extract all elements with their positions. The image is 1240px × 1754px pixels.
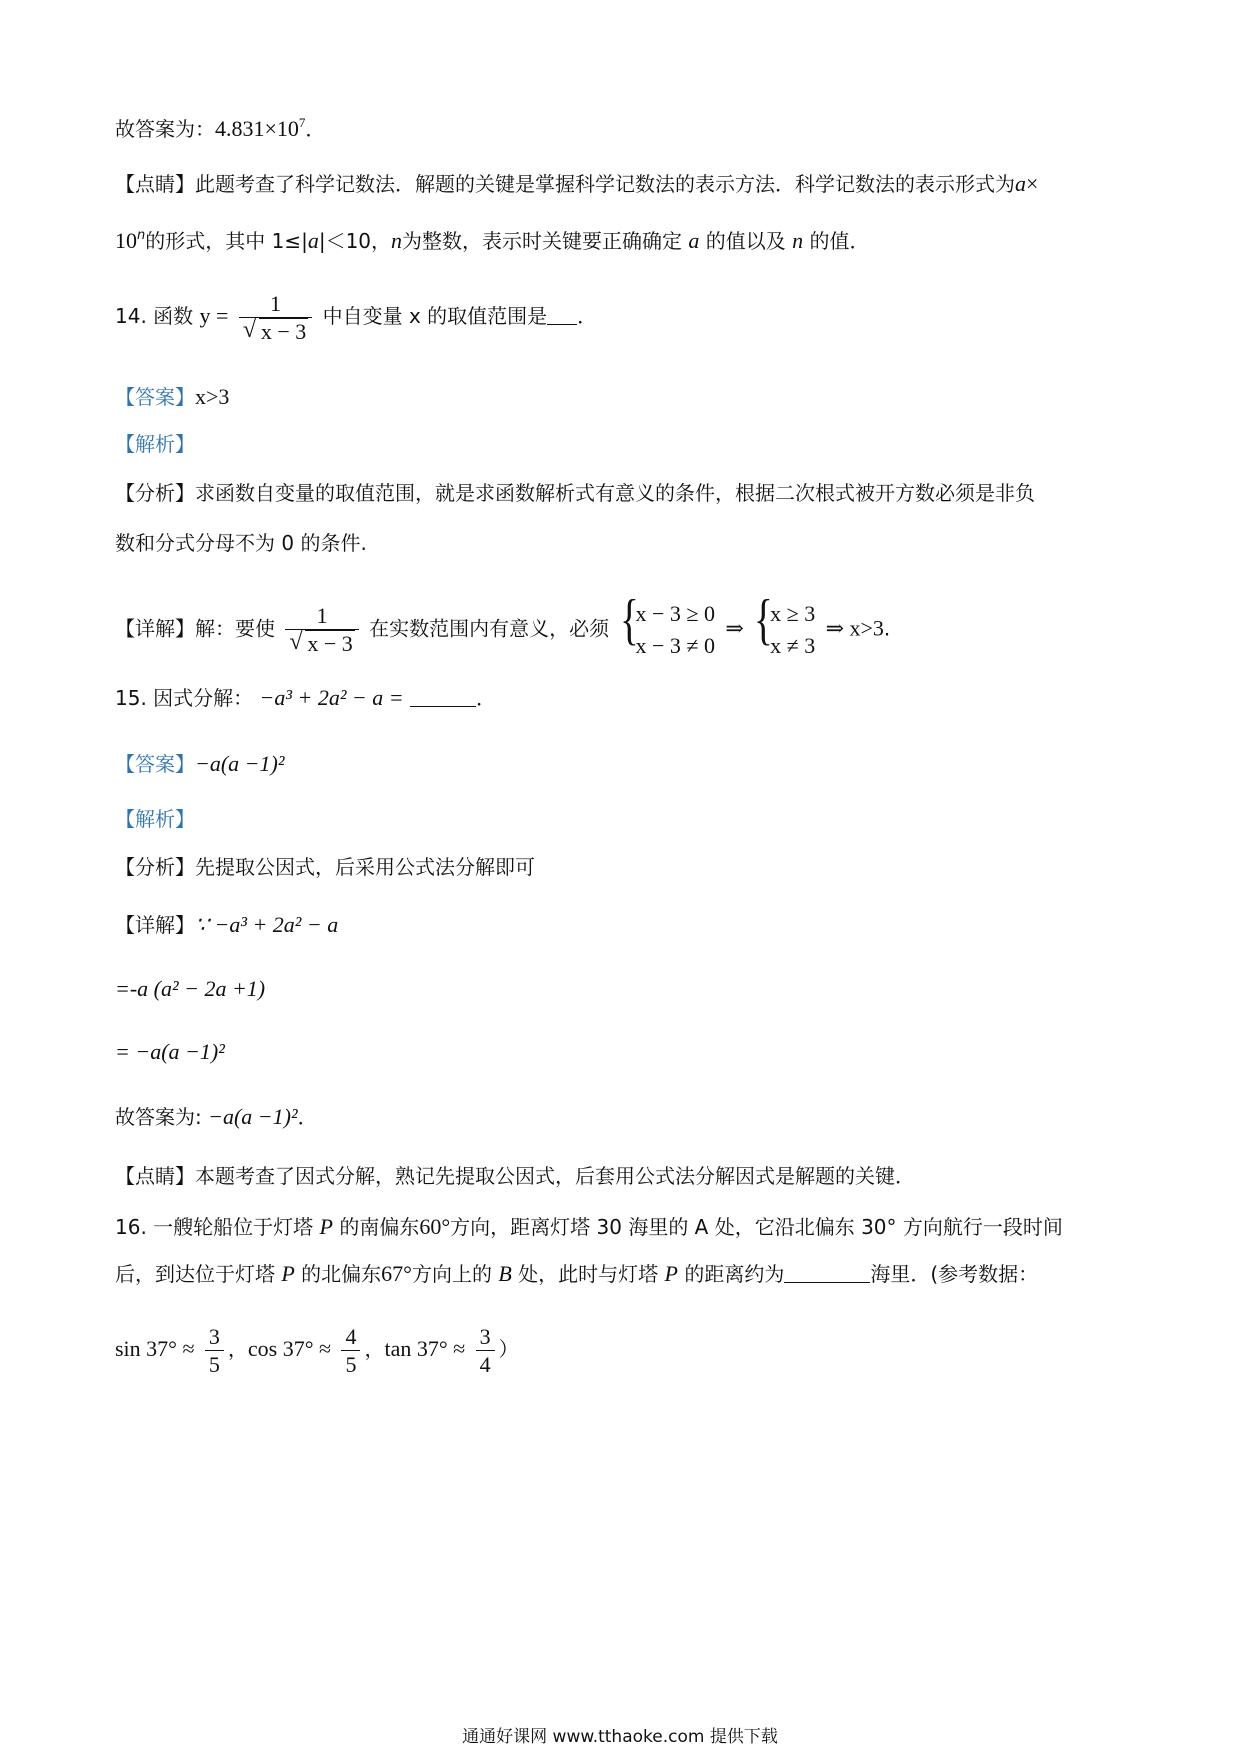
answer-blank (410, 688, 476, 707)
fenxi-15: 【分析】先提取公因式，后采用公式法分解即可 (115, 855, 535, 879)
analysis-tag: 【解析】 (115, 432, 195, 456)
answer-blank (784, 1264, 870, 1283)
answer-line-13: 故答案为：$4.831\times 10^7$． (115, 115, 326, 141)
detail-14: 【详解】解：要使 1 √ x − 3 在实数范围内有意义，必须 { x − 3 ≥ 0 x − 3 ≠ 0 ⇒ { x ≥ 3 x ≠ 3 ⇒ x>3. (115, 598, 890, 662)
dianjing-tag: 【点睛】 (115, 172, 195, 196)
question-16-reference: sin 37° ≈ $\frac{3}{5}$ ，cos 37° ≈ $\frac{4}{5}$ ，tan 37° ≈ $\frac{3}{4}$ ） (115, 1324, 519, 1378)
answer-value: $4.831\times 10^7$ (215, 115, 306, 141)
fraction: 1 √ x − 3 (239, 292, 312, 343)
answer-14: 【答案】x>3 (115, 384, 230, 409)
answer-15: 【答案】−a(a −1)² (115, 751, 285, 776)
dianjing-15: 【点睛】本题考查了因式分解，熟记先提取公因式，后套用公式法分解因式是解题的关键． (115, 1164, 915, 1188)
answer-tag: 【答案】 (115, 385, 195, 409)
final-15: 故答案为: −a(a −1)²． (115, 1104, 318, 1129)
answer-tag: 【答案】 (115, 752, 195, 776)
fenxi-14-line1: 【分析】求函数自变量的取值范围，就是求函数解析式有意义的条件，根据二次根式被开方数必须是非负 (115, 481, 1035, 505)
question-14-number: 14. 函数 (115, 304, 194, 329)
answer-blank (547, 306, 577, 325)
page-footer: 通通好课网 www.tthaoke.com 提供下载 (462, 1727, 778, 1747)
analysis-14 (115, 434, 195, 454)
fraction: $\frac{4}{5}$ (341, 1325, 360, 1376)
dianjing-13-line1: 【点睛】此题考查了科学记数法．解题的关键是掌握科学记数法的表示方法．科学记数法的表示形式为a× (115, 171, 1039, 196)
fraction: 1 √ x − 3 (285, 604, 358, 655)
fraction: $\frac{3}{5}$ (205, 1325, 224, 1376)
detail-15: 【详解】∵ −a³ + 2a² − a (115, 912, 339, 937)
analysis-15 (115, 809, 195, 829)
question-16-line1: 16. 一艘轮船位于灯塔 P 的南偏东60°方向，距离灯塔 30 海里的 A 处，它沿北偏东 30° 方向航行一段时间 (115, 1214, 1063, 1239)
question-16-line2: 后，到达位于灯塔 P 的北偏东67°方向上的 B 处，此时与灯塔 P 的距离约为 海里．(参考数据： (115, 1261, 1039, 1286)
answer-prefix: 故答案为： (115, 117, 215, 141)
inequality-system-1: { x − 3 ≥ 0 x − 3 ≠ 0 (619, 589, 715, 658)
fenxi-14-line2: 数和分式分母不为 0 的条件. (115, 531, 367, 555)
question-15: 15. 因式分解： −a³ + 2a² − a = ． (115, 685, 496, 710)
inequality-system-2: { x ≥ 3 x ≠ 3 (754, 589, 816, 658)
fraction: $\frac{3}{4}$ (476, 1325, 495, 1376)
analysis-tag: 【解析】 (115, 807, 195, 831)
question-15-number: 15. 因式分解： (115, 686, 254, 710)
question-14: 14. 函数 y = 1 √ x − 3 中自变量 x 的取值范围是 ． (115, 291, 598, 345)
dianjing-13-line2: 10$^n$的形式，其中 1≤|a|＜10，n为整数，表示时关键要正确确定 a 的值以及 n 的值． (115, 228, 870, 253)
step-15-1: =-a (a² − 2a +1) (115, 976, 266, 1001)
step-15-2: = −a(a −1)² (115, 1039, 225, 1064)
